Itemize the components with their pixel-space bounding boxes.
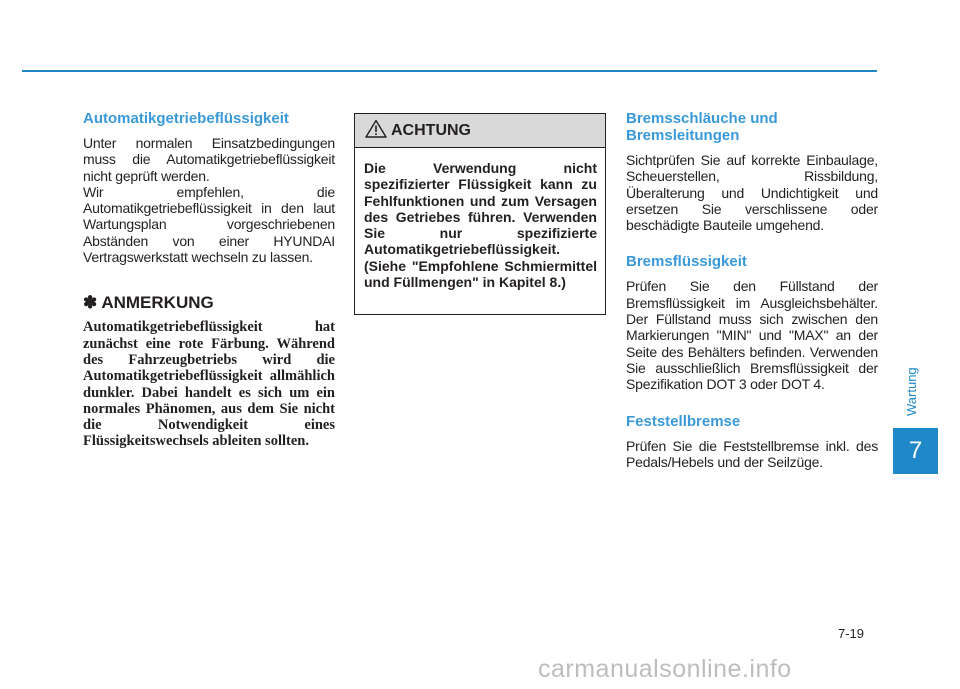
section-heading-brake-hoses: Bremsschläuche und Bremsleitungen [626,110,778,144]
watermark: carmanualsonline.info [538,655,792,683]
chapter-section-label: Wartung [904,367,919,417]
atf-paragraph-2: Wir empfehlen, die Automatikgetriebeflüssigkeit in den laut Wartungsplan vorgeschriebenen Abständen von einer HYUNDAI Vertragswerkstatt wechseln zu lassen. [83,183,335,266]
warning-header [355,114,605,148]
warning-label: ACHTUNG [391,121,471,139]
top-divider [22,70,877,72]
left-column [83,110,335,450]
note-text: Automatikgetriebeflüssigkeit hat zunächst eine rote Färbung. Während des Fahrzeugbetriebs wird die Automatikgetriebeflüssigkeit allmählich dunkler. Dabei handelt es sich um ein normales Phänomen, aus dem Sie nicht die Notwendigkeit eines Flüssigkeitswechsels ableiten sollten. [83,319,335,450]
warning-triangle-icon [365,119,387,143]
brake-hoses-text: Sichtprüfen Sie auf korrekte Einbaulage, Scheuerstellen, Rissbildung, Überalterung und Undichtigkeit und ersetzen Sie verschlissene oder beschädigte Bauteile umgehend. [626,152,878,234]
page-number: 7-19 [838,626,865,641]
section-heading-brake-fluid: Bremsflüssigkeit [626,253,747,271]
warning-text: Die Verwendung nicht spezifizierter Flüssigkeit kann zu Fehlfunktionen und zum Versagen des Getriebes führen. Verwenden Sie nur spezifizierte Automatikgetriebeflüssigkeit. (Siehe "Empfohlene Schmiermittel und Füllmengen" in Kapitel 8.) [364,160,597,291]
note-title: ✽ ANMERKUNG [83,293,214,313]
chapter-tab: 7 [893,428,938,474]
section-heading-atf: Automatikgetriebeflüssigkeit [83,110,289,127]
atf-paragraph: Unter normalen Einsatzbedingungen muss die Automatikgetriebeflüssigkeit nicht geprüft werden. [83,135,335,184]
parking-brake-text: Prüfen Sie die Feststellbremse inkl. des Pedals/Hebels und der Seilzüge. [626,437,878,470]
warning-box [354,113,606,315]
brake-fluid-text: Prüfen Sie den Füllstand der Bremsflüssigkeit im Ausgleichsbehälter. Der Füllstand muss sich zwischen den Markierungen "MIN" und "MAX" an der Seite des Behälters befinden. Verwenden Sie ausschließlich Bremsflüssigkeit der Spezifikation DOT 3 oder DOT 4. [626,278,878,393]
section-heading-parking-brake: Feststellbremse [626,412,741,430]
right-column [626,110,878,470]
